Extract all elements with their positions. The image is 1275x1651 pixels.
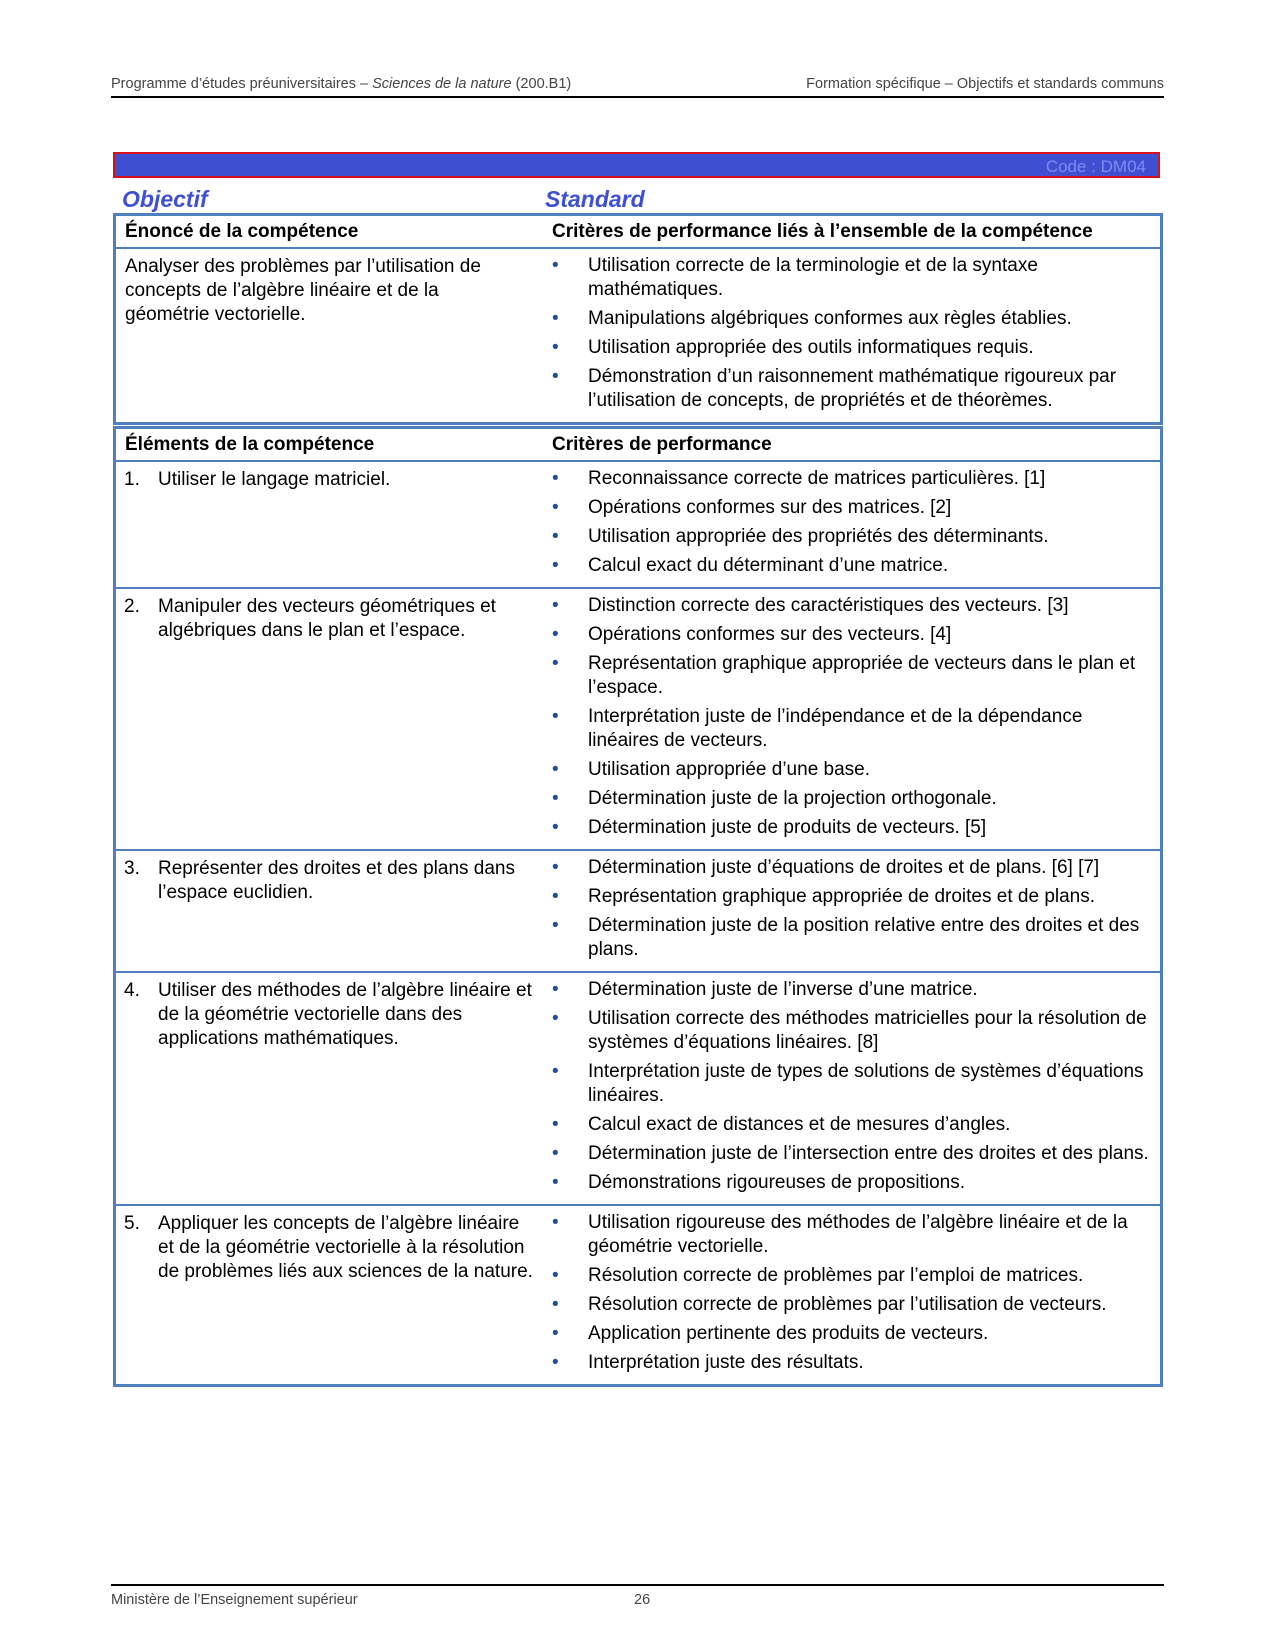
competence-statement: Analyser des problèmes par l’utilisation de concepts de l’algèbre linéaire et de la géométrie vectorielle. (125, 256, 481, 325)
elements-table-header (116, 429, 1160, 462)
footer-ministry: Ministère de l’Enseignement supérieur (111, 1592, 358, 1608)
criteria-item: • Représentation graphique appropriée de droites et de plans. (552, 885, 1152, 909)
element-text: Appliquer les concepts de l’algèbre linéaire et de la géométrie vectorielle à la résolution de problèmes liés aux sciences de la nature. (158, 1213, 533, 1282)
element-number: 2. (124, 596, 140, 617)
criteria-item: • Application pertinente des produits de vecteurs. (552, 1322, 1152, 1346)
element-number: 4. (124, 980, 140, 1001)
element-number: 5. (124, 1213, 140, 1234)
standard-heading: Standard (545, 186, 645, 212)
element-text: Utiliser des méthodes de l’algèbre linéaire et de la géométrie vectorielle dans des applications mathématiques. (158, 980, 532, 1049)
element-number: 1. (124, 469, 140, 490)
performance-column-header: Critères de performance (552, 434, 772, 455)
criteria-item: • Démonstration d’un raisonnement mathématique rigoureux par l’utilisation de concepts, de propriétés et de théorèmes. (552, 365, 1152, 413)
competence-table (113, 213, 1163, 425)
element-row-3 (116, 851, 1160, 973)
criteria-item: • Détermination juste de l’inverse d’une matrice. (552, 978, 1152, 1002)
criteria-item: • Calcul exact de distances et de mesures d’angles. (552, 1113, 1152, 1137)
element-row-5 (116, 1206, 1160, 1384)
criteria-item: • Utilisation appropriée des outils informatiques requis. (552, 336, 1152, 360)
elements-table (113, 426, 1163, 1387)
element-label (124, 857, 534, 905)
element-number: 3. (124, 858, 140, 879)
page-header (111, 72, 1164, 98)
criteria-item: • Interprétation juste des résultats. (552, 1351, 1152, 1375)
criteria-item: • Utilisation correcte des méthodes matricielles pour la résolution de systèmes d’équations linéaires. [8] (552, 1007, 1152, 1055)
element-label (124, 468, 534, 492)
criteria-item: • Interprétation juste de types de solutions de systèmes d’équations linéaires. (552, 1060, 1152, 1108)
element-row-1 (116, 462, 1160, 589)
criteria-item: • Démonstrations rigoureuses de propositions. (552, 1171, 1152, 1195)
element-criteria (552, 462, 1152, 587)
header-program-title: Programme d’études préuniversitaires – Sciences de la nature (200.B1) (111, 76, 572, 92)
criteria-item: • Manipulations algébriques conformes aux règles établies. (552, 307, 1152, 331)
criteria-item: • Calcul exact du déterminant d’une matrice. (552, 554, 1152, 578)
element-criteria (552, 851, 1152, 971)
criteria-item: • Détermination juste de l’intersection entre des droites et des plans. (552, 1142, 1152, 1166)
competence-row (116, 249, 1160, 422)
page-number: 26 (634, 1592, 651, 1608)
enonce-column-header: Énoncé de la compétence (125, 221, 359, 242)
criteria-item: • Utilisation rigoureuse des méthodes de l’algèbre linéaire et de la géométrie vectorielle. (552, 1211, 1152, 1259)
criteria-item: • Détermination juste de la projection orthogonale. (552, 787, 1152, 811)
element-text: Représenter des droites et des plans dans l’espace euclidien. (158, 858, 515, 903)
element-label (124, 595, 534, 643)
criteria-item: • Reconnaissance correcte de matrices particulières. [1] (552, 467, 1152, 491)
criteria-item: • Opérations conformes sur des matrices. [2] (552, 496, 1152, 520)
element-text: Utiliser le langage matriciel. (158, 469, 391, 490)
element-criteria (552, 973, 1152, 1204)
element-row-2 (116, 589, 1160, 851)
criteria-item: • Interprétation juste de l’indépendance et de la dépendance linéaires de vecteurs. (552, 705, 1152, 753)
criteria-item: • Utilisation correcte de la terminologie et de la syntaxe mathématiques. (552, 254, 1152, 302)
element-label (124, 1212, 534, 1284)
element-criteria (552, 589, 1152, 849)
criteria-item: • Résolution correcte de problèmes par l’emploi de matrices. (552, 1264, 1152, 1288)
objectif-heading: Objectif (122, 186, 208, 212)
criteria-item: • Résolution correcte de problèmes par l’utilisation de vecteurs. (552, 1293, 1152, 1317)
elements-column-header: Éléments de la compétence (125, 434, 375, 455)
criteria-item: • Détermination juste d’équations de droites et de plans. [6] [7] (552, 856, 1152, 880)
header-section-title: Formation spécifique – Objectifs et standards communs (806, 76, 1164, 92)
criteria-item: • Utilisation appropriée des propriétés des déterminants. (552, 525, 1152, 549)
element-label (124, 979, 534, 1051)
criteres-column-header: Critères de performance liés à l’ensemble de la compétence (552, 221, 1093, 242)
criteria-item: • Détermination juste de la position relative entre des droites et des plans. (552, 914, 1152, 962)
element-row-4 (116, 973, 1160, 1206)
competence-code: Code : DM04 (1045, 157, 1146, 176)
code-bar (113, 152, 1160, 178)
page-footer (111, 1584, 1164, 1610)
criteria-item: • Détermination juste de produits de vecteurs. [5] (552, 816, 1152, 840)
element-criteria (552, 1206, 1152, 1384)
criteria-item: • Distinction correcte des caractéristiques des vecteurs. [3] (552, 594, 1152, 618)
criteria-item: • Représentation graphique appropriée de vecteurs dans le plan et l’espace. (552, 652, 1152, 700)
competence-table-header (116, 216, 1160, 249)
criteria-item: • Utilisation appropriée d’une base. (552, 758, 1152, 782)
criteria-item: • Opérations conformes sur des vecteurs. [4] (552, 623, 1152, 647)
element-text: Manipuler des vecteurs géométriques et algébriques dans le plan et l’espace. (158, 596, 496, 641)
competence-criteria (552, 249, 1152, 422)
